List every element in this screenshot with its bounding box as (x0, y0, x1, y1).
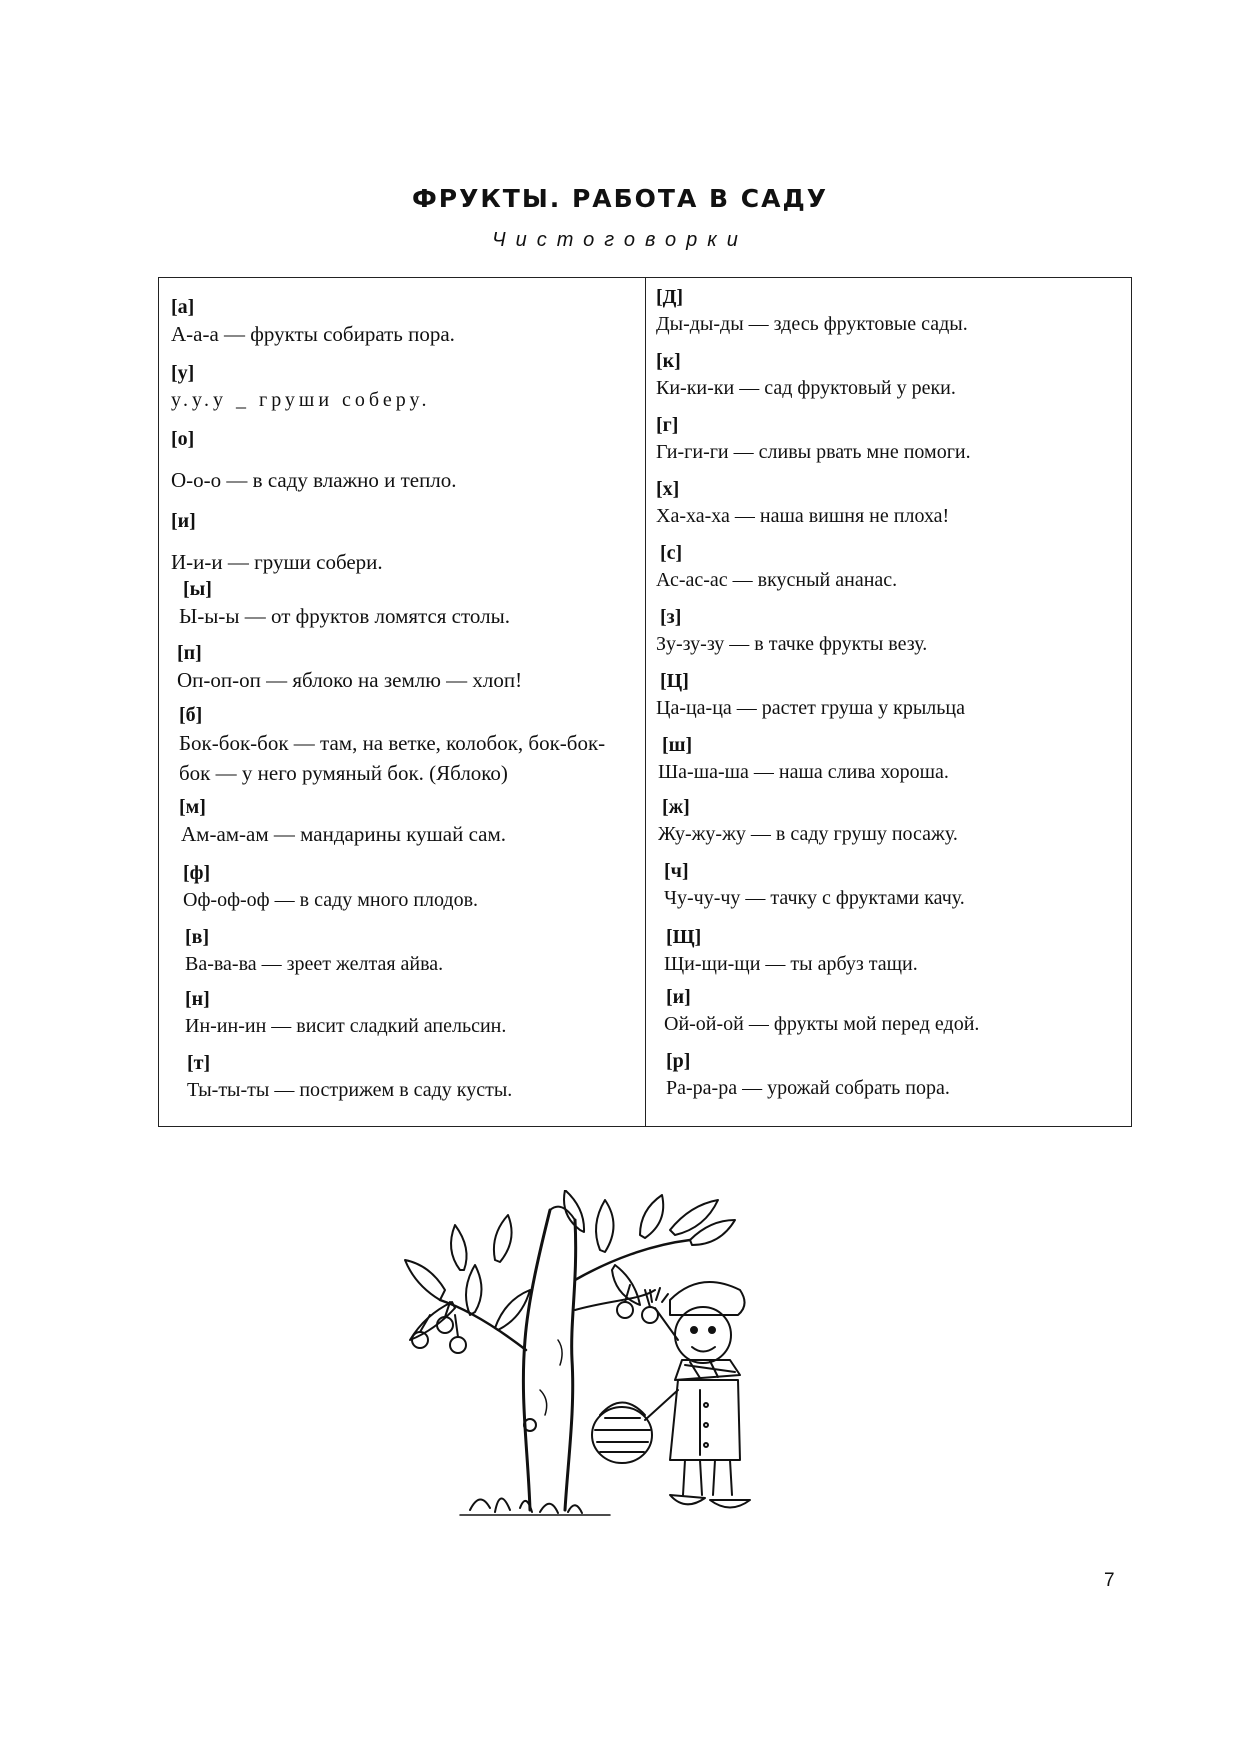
twister-text: Ги-ги-ги — сливы рвать мне помоги. (656, 441, 971, 463)
list-item (177, 640, 647, 694)
sound-label: [п] (177, 642, 202, 664)
page-title: ФРУКТЫ. РАБОТА В САДУ (411, 184, 829, 213)
sound-label: [и] (666, 986, 691, 1008)
twister-text: Ам-ам-ам — мандарины кушай сам. (181, 822, 507, 846)
list-item (179, 702, 619, 788)
sound-label: [м] (179, 796, 206, 818)
list-item (171, 360, 641, 414)
list-item (656, 284, 1126, 338)
list-item (666, 1048, 1136, 1102)
twister-text: Ы-ы-ы — от фруктов ломятся столы. (179, 604, 510, 628)
twister-text: Ты-ты-ты — пострижем в саду кусты. (187, 1079, 513, 1101)
sound-label: [у] (171, 362, 195, 384)
twister-text: Бок-бок-бок — там, на ветке, колобок, бок-бок-бок — у него румяный бок. (Яблоко) (179, 731, 606, 785)
twister-text: Ин-ин-ин — висит сладкий апельсин. (185, 1015, 507, 1037)
sound-label: [р] (666, 1050, 691, 1072)
twister-text: Щи-щи-щи — ты арбуз тащи. (664, 953, 918, 975)
twister-text: Оф-оф-оф — в саду много плодов. (183, 889, 479, 911)
sound-label: [ф] (183, 862, 211, 884)
twister-text: у.у.у _ груши соберу. (171, 389, 431, 411)
twister-text: Ца-ца-ца — растет груша у крыльца (656, 697, 965, 719)
sound-label: [с] (660, 542, 683, 564)
twister-text: Ра-ра-ра — урожай собрать пора. (666, 1077, 950, 1099)
list-item (183, 860, 653, 914)
sound-label: [г] (656, 414, 679, 436)
twister-text: А-а-а — фрукты собирать пора. (171, 322, 455, 346)
list-item (185, 986, 655, 1040)
tongue-twisters-table (158, 277, 1132, 1127)
sound-label: [з] (660, 606, 682, 628)
list-item (187, 1050, 657, 1104)
twister-text: Ва-ва-ва — зреет желтая айва. (185, 953, 444, 975)
twister-text: Жу-жу-жу — в саду грушу посажу. (658, 823, 958, 845)
list-item (179, 576, 653, 630)
sound-label: [ы] (183, 578, 212, 600)
list-item (656, 476, 1126, 530)
sound-label: [Щ] (666, 926, 702, 948)
sound-label: [ж] (662, 796, 690, 818)
twister-text: Ас-ас-ас — вкусный ананас. (656, 569, 898, 591)
twister-text: И-и-и — груши собери. (171, 550, 383, 574)
list-item (666, 984, 1136, 1038)
sound-label: [н] (185, 988, 210, 1010)
list-item (171, 426, 641, 494)
list-item (658, 732, 1132, 786)
list-item (171, 294, 641, 348)
list-item (656, 540, 1130, 594)
twister-text: Ха-ха-ха — наша вишня не плоха! (656, 505, 950, 527)
sound-label: [к] (656, 350, 681, 372)
sound-label: [и] (171, 510, 196, 532)
twister-text: Ой-ой-ой — фрукты мой перед едой. (664, 1013, 980, 1035)
twister-text: Ки-ки-ки — сад фруктовый у реки. (656, 377, 956, 399)
twister-text: Ды-ды-ды — здесь фруктовые сады. (656, 313, 968, 335)
twister-text: Оп-оп-оп — яблоко на землю — хлоп! (177, 668, 523, 692)
sound-label: [ч] (664, 860, 689, 882)
sound-label: [в] (185, 926, 210, 948)
sound-label: [б] (179, 704, 203, 726)
list-item (664, 858, 1134, 912)
list-item (656, 604, 1130, 658)
list-item (658, 794, 1132, 848)
list-item (656, 348, 1126, 402)
list-item (656, 668, 1130, 722)
sound-label: [а] (171, 296, 195, 318)
list-item (656, 412, 1126, 466)
twister-text: Чу-чу-чу — тачку с фруктами качу. (664, 887, 965, 909)
list-item (666, 924, 1136, 978)
list-item (179, 794, 649, 848)
sound-label: [х] (656, 478, 680, 500)
list-item (171, 508, 641, 576)
sound-label: [Д] (656, 286, 684, 308)
sound-label: [Ц] (660, 670, 689, 692)
page-number: 7 (1104, 1570, 1115, 1591)
sound-label: [т] (187, 1052, 211, 1074)
list-item (185, 924, 655, 978)
twister-text: О-о-о — в саду влажно и тепло. (171, 468, 457, 492)
sound-label: [о] (171, 428, 195, 450)
sound-label: [ш] (662, 734, 693, 756)
page-subtitle: Чистоговорки (492, 229, 748, 251)
twister-text: Ша-ша-ша — наша слива хороша. (658, 761, 949, 783)
twister-text: Зу-зу-зу — в тачке фрукты везу. (656, 633, 928, 655)
boy-picking-fruit-under-tree-icon (400, 1190, 870, 1535)
